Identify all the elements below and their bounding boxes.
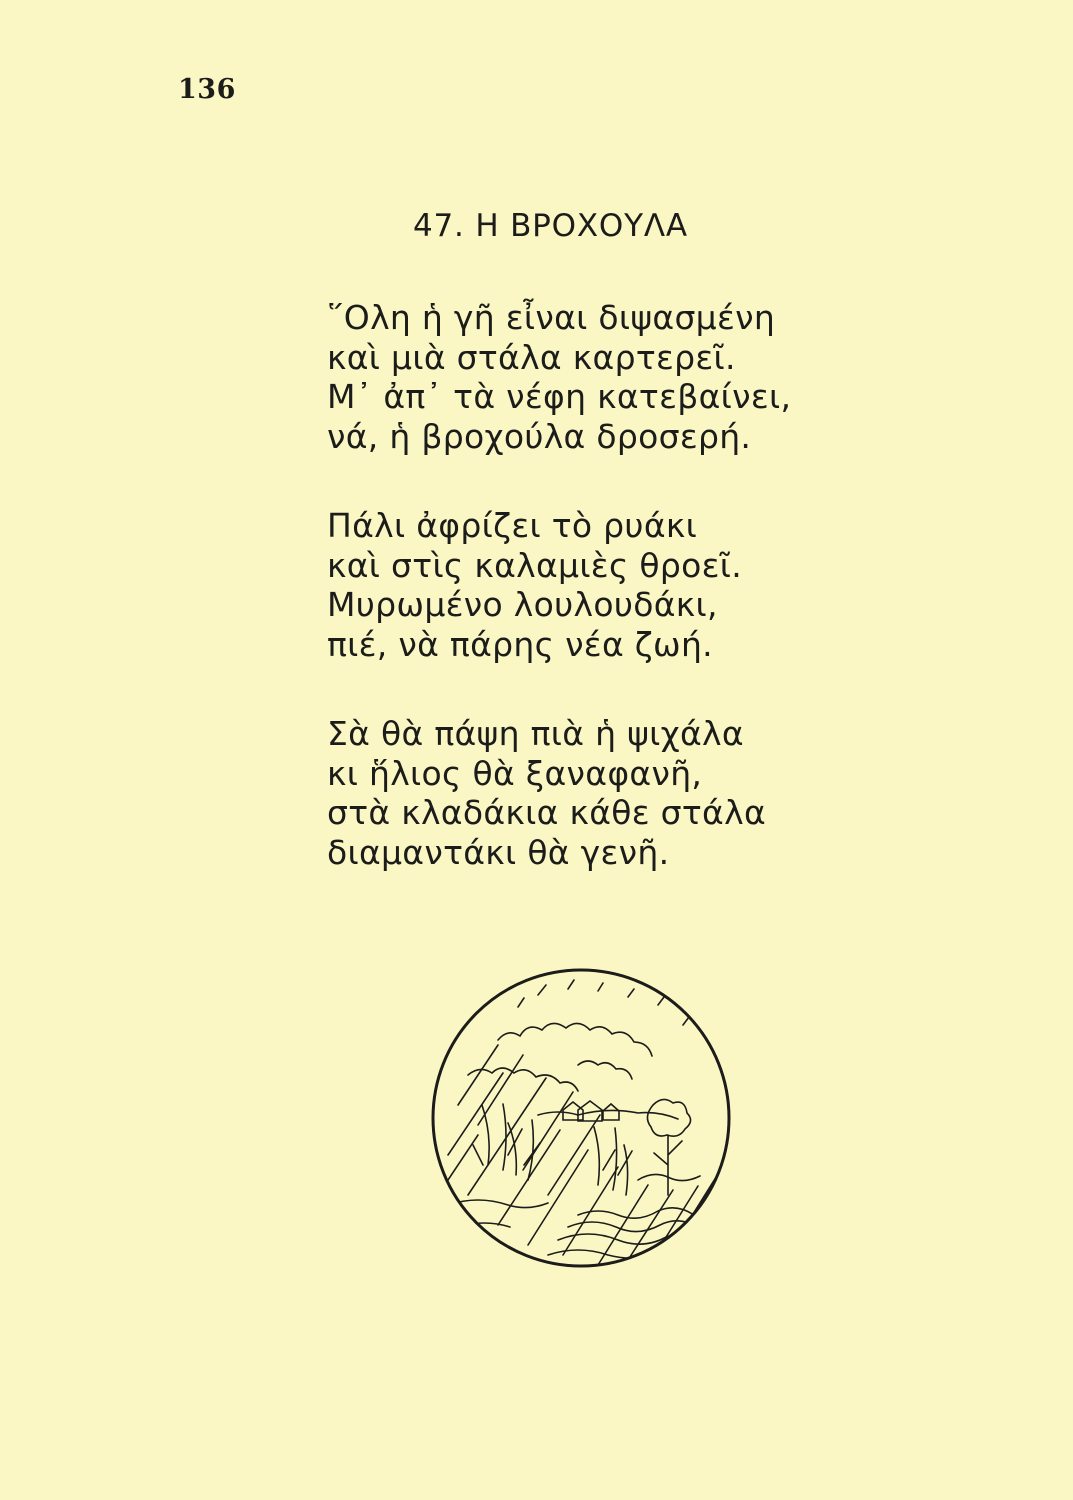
poem-line: Μυρωμένο λουλουδάκι, — [327, 585, 718, 624]
rain-illustration — [428, 965, 734, 1271]
poem-line: κι ἥλιος θὰ ξαναφανῆ, — [327, 753, 703, 793]
poem-line: νά, ἡ βροχούλα δροσερή. — [327, 416, 752, 456]
poem-line: καὶ μιὰ στάλα καρτερεῖ. — [327, 337, 736, 377]
poem-line: στὰ κλαδάκια κάθε στάλα — [327, 793, 766, 832]
stanza-3 — [327, 714, 791, 872]
poem-line: καὶ στὶς καλαμιὲς θροεῖ. — [327, 545, 743, 585]
stanza-1 — [327, 298, 791, 456]
poem-line: πιέ, νὰ πάρης νέα ζωή. — [327, 624, 713, 664]
poem-line: Πάλι ἀφρίζει τὸ ρυάκι — [327, 506, 698, 545]
poem-title: 47. Η ΒΡΟΧΟΥΛΑ — [413, 208, 688, 244]
poem-line: Μ᾿ ἀπ᾿ τὰ νέφη κατεβαίνει, — [327, 377, 792, 416]
stanza-2 — [327, 506, 791, 664]
page-number: 136 — [178, 74, 236, 105]
poem-line: Σὰ θὰ πάψη πιὰ ἡ ψιχάλα — [327, 714, 744, 753]
poem-line: ῞Ολη ἡ γῆ εἶναι διψασμένη — [327, 298, 776, 337]
poem-line: διαμαντάκι θὰ γενῆ. — [327, 832, 670, 872]
poem-body — [327, 298, 791, 922]
rain-landscape-image — [428, 965, 734, 1271]
